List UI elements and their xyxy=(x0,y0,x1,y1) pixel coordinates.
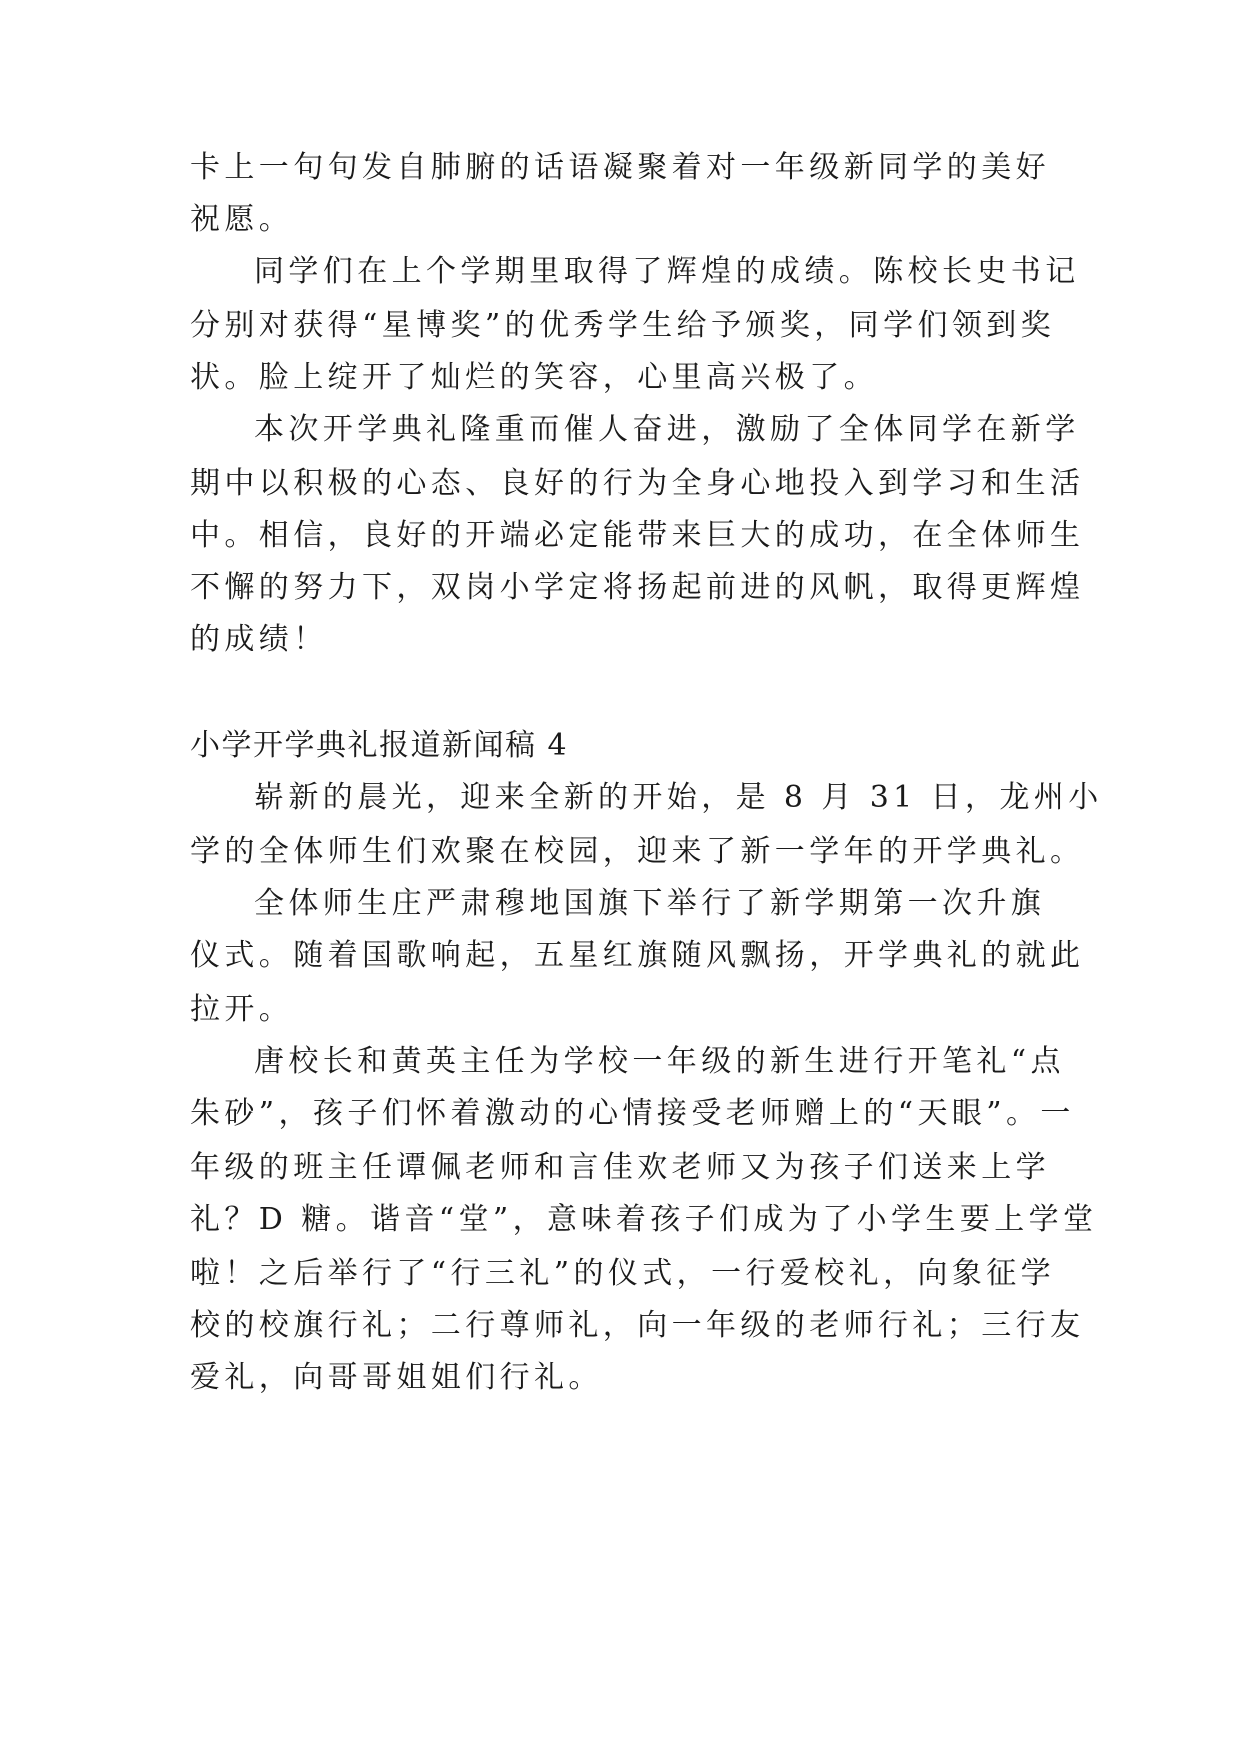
text-line: 礼？D 糖。谐音“堂”，意味着孩子们成为了小学生要上学堂 xyxy=(190,1202,1098,1237)
section-title: 小学开学典礼报道新闻稿 4 xyxy=(190,728,569,763)
text-line: 中。相信，良好的开端必定能带来巨大的成功，在全体师生 xyxy=(190,518,1085,553)
text-line: 的成绩！ xyxy=(190,622,328,657)
text-line: 本次开学典礼隆重而催人奋进，激励了全体同学在新学 xyxy=(254,412,1080,447)
text-line: 唐校长和黄英主任为学校一年级的新生进行开笔礼“点 xyxy=(254,1044,1065,1079)
text-line: 拉开。 xyxy=(190,992,294,1027)
text-line: 校的校旗行礼；二行尊师礼，向一年级的老师行礼；三行友 xyxy=(190,1308,1085,1343)
text-line: 祝愿。 xyxy=(190,202,294,237)
text-line: 不懈的努力下，双岗小学定将扬起前进的风帆，取得更辉煌 xyxy=(190,570,1085,605)
text-line: 爱礼，向哥哥姐姐们行礼。 xyxy=(190,1360,603,1395)
text-line: 期中以积极的心态、良好的行为全身心地投入到学习和生活 xyxy=(190,466,1085,501)
text-line: 全体师生庄严肃穆地国旗下举行了新学期第一次升旗 xyxy=(254,886,1046,921)
text-line: 啦！之后举行了“行三礼”的仪式，一行爱校礼，向象征学 xyxy=(190,1256,1056,1291)
text-line: 分别对获得“星博奖”的优秀学生给予颁奖，同学们领到奖 xyxy=(190,308,1056,343)
text-line: 年级的班主任谭佩老师和言佳欢老师又为孩子们送来上学 xyxy=(190,1150,1050,1185)
text-line: 学的全体师生们欢聚在校园，迎来了新一学年的开学典礼。 xyxy=(190,834,1085,869)
text-line: 状。脸上绽开了灿烂的笑容，心里高兴极了。 xyxy=(190,360,878,395)
text-line: 崭新的晨光，迎来全新的开始，是 8 月 31 日，龙州小 xyxy=(254,780,1103,815)
text-line: 朱砂”，孩子们怀着激动的心情接受老师赠上的“天眼”。一 xyxy=(190,1096,1075,1131)
text-line: 卡上一句句发自肺腑的话语凝聚着对一年级新同学的美好 xyxy=(190,150,1050,185)
text-line: 同学们在上个学期里取得了辉煌的成绩。陈校长史书记 xyxy=(254,254,1080,289)
text-line: 仪式。随着国歌响起，五星红旗随风飘扬，开学典礼的就此 xyxy=(190,938,1085,973)
